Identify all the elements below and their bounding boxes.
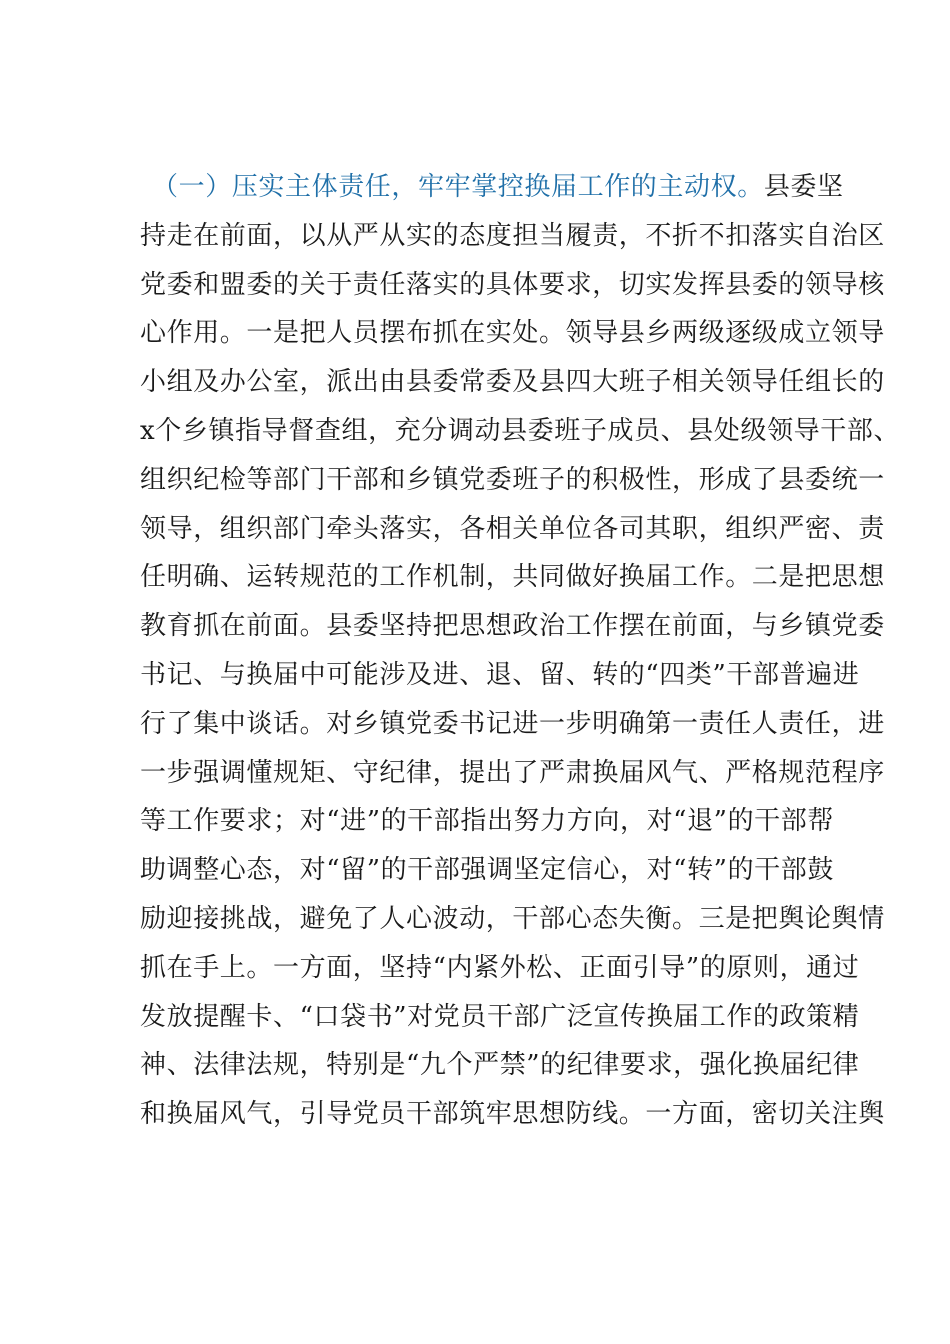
text-line: x个乡镇指导督查组，充分调动县委班子成员、县处级领导干部、 (140, 415, 901, 446)
text-line: 持走在前面，以从严从实的态度担当履责，不折不扣落实自治区 (140, 220, 885, 251)
text-line: 励迎接挑战，避免了人心波动，干部心态失衡。三是把舆论舆情 (140, 903, 885, 934)
text-line: 任明确、运转规范的工作机制，共同做好换届工作。二是把思想 (140, 562, 885, 593)
text-line: 一步强调懂规矩、守纪律，提出了严肃换届风气、严格规范程序 (140, 757, 885, 788)
section-heading: （一）压实主体责任，牢牢掌控换届工作的主动权。 (152, 172, 764, 202)
text-line: 党委和盟委的关于责任落实的具体要求，切实发挥县委的领导核 (140, 269, 885, 300)
text-line: 心作用。一是把人员摆布抓在实处。领导县乡两级逐级成立领导 (140, 318, 885, 349)
text-line: 助调整心态，对“留”的干部强调坚定信心，对“转”的干部鼓 (140, 855, 834, 886)
text-line: 组织纪检等部门干部和乡镇党委班子的积极性，形成了县委统一 (140, 464, 885, 495)
text-line: 神、法律法规，特别是“九个严禁”的纪律要求，强化换届纪律 (140, 1050, 860, 1081)
text-line: 领导，组织部门牵头落实，各相关单位各司其职，组织严密、责 (140, 513, 885, 544)
text-line: 教育抓在前面。县委坚持把思想政治工作摆在前面，与乡镇党委 (140, 611, 885, 642)
text-line: 小组及办公室，派出由县委常委及县四大班子相关领导任组长的 (140, 367, 885, 398)
paragraph-first-line (140, 163, 844, 212)
text-line: 发放提醒卡、“口袋书”对党员干部广泛宣传换届工作的政策精 (140, 1001, 860, 1032)
text-line: 抓在手上。一方面，坚持“内紧外松、正面引导”的原则，通过 (140, 952, 860, 983)
text-line: 等工作要求；对“进”的干部指出努力方向，对“退”的干部帮 (140, 806, 834, 837)
first-line-tail: 县委坚 (763, 172, 844, 202)
body-paragraph (140, 163, 901, 1139)
text-line: 行了集中谈话。对乡镇党委书记进一步明确第一责任人责任，进 (140, 708, 885, 739)
text-line: 书记、与换届中可能涉及进、退、留、转的“四类”干部普遍进 (140, 659, 860, 690)
text-line: 和换届风气，引导党员干部筑牢思想防线。一方面，密切关注舆 (140, 1099, 885, 1130)
